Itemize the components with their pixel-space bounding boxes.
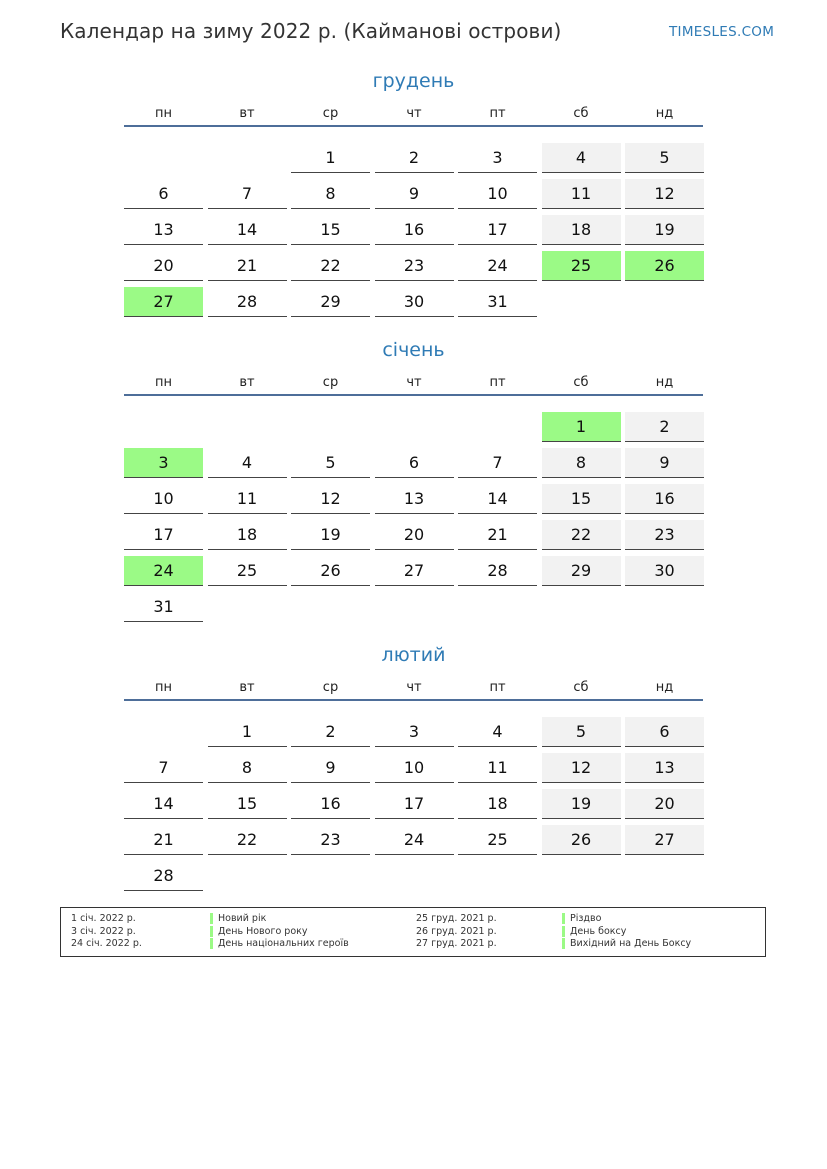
day-cell: 9: [291, 753, 370, 783]
day-cell: 10: [375, 753, 454, 783]
day-cell: 13: [625, 753, 704, 783]
day-cell: 18: [458, 789, 537, 819]
page-title: Календар на зиму 2022 р. (Кайманові острови): [60, 19, 562, 43]
legend-date: 25 груд. 2021 р.: [416, 913, 497, 924]
day-cell: 31: [124, 592, 203, 622]
brand-link[interactable]: TIMESLES.COM: [669, 24, 775, 40]
day-cell: 28: [208, 287, 287, 317]
day-cell: 7: [458, 448, 537, 478]
weekday-label: вт: [239, 375, 255, 390]
legend-holiday-name: День національних героїв: [218, 938, 349, 949]
weekday-label: нд: [655, 375, 674, 390]
weekday-label: вт: [239, 106, 255, 121]
day-cell: 9: [625, 448, 704, 478]
legend-holiday-name: Новий рік: [218, 913, 267, 924]
day-cell: 5: [625, 143, 704, 173]
month-name: січень: [382, 339, 445, 361]
day-cell: 5: [291, 448, 370, 478]
day-cell: 17: [375, 789, 454, 819]
day-cell: 24: [458, 251, 537, 281]
day-cell: 27: [124, 287, 203, 317]
day-cell: 19: [291, 520, 370, 550]
day-cell: 19: [542, 789, 621, 819]
day-cell: 15: [291, 215, 370, 245]
day-cell: 31: [458, 287, 537, 317]
day-cell: 24: [124, 556, 203, 586]
weekday-label: ср: [322, 106, 339, 121]
day-cell: 30: [625, 556, 704, 586]
month-name: лютий: [381, 644, 446, 666]
day-cell: 20: [124, 251, 203, 281]
day-cell: 3: [124, 448, 203, 478]
day-cell: 6: [124, 179, 203, 209]
legend-date: 27 груд. 2021 р.: [416, 938, 497, 949]
weekday-label: вт: [239, 680, 255, 695]
day-cell: 6: [375, 448, 454, 478]
day-cell: 18: [542, 215, 621, 245]
day-cell: 23: [375, 251, 454, 281]
day-cell: 17: [124, 520, 203, 550]
weekday-label: нд: [655, 680, 674, 695]
day-cell: 7: [208, 179, 287, 209]
day-cell: 20: [375, 520, 454, 550]
weekday-label: пн: [155, 106, 172, 121]
day-cell: 20: [625, 789, 704, 819]
day-cell: 16: [291, 789, 370, 819]
day-cell: 13: [124, 215, 203, 245]
day-cell: 11: [542, 179, 621, 209]
day-cell: 29: [291, 287, 370, 317]
day-cell: 21: [124, 825, 203, 855]
legend-date: 24 січ. 2022 р.: [71, 938, 142, 949]
day-cell: 12: [625, 179, 704, 209]
day-cell: 3: [375, 717, 454, 747]
month-name: грудень: [372, 70, 455, 92]
legend-row: [61, 937, 761, 950]
day-cell: 2: [291, 717, 370, 747]
day-cell: 11: [208, 484, 287, 514]
day-cell: 29: [542, 556, 621, 586]
weekday-label: пт: [489, 106, 506, 121]
day-cell: 16: [625, 484, 704, 514]
day-cell: 25: [542, 251, 621, 281]
day-cell: 10: [458, 179, 537, 209]
day-cell: 25: [458, 825, 537, 855]
legend-date: 26 груд. 2021 р.: [416, 925, 497, 937]
day-cell: 22: [291, 251, 370, 281]
day-cell: 12: [291, 484, 370, 514]
legend-holiday-name: Вихідний на День Боксу: [570, 938, 692, 949]
day-cell: 27: [625, 825, 704, 855]
day-cell: 28: [124, 861, 203, 891]
legend-row: [61, 925, 761, 938]
day-cell: 15: [208, 789, 287, 819]
holiday-color-marker: [562, 926, 565, 937]
day-cell: 15: [542, 484, 621, 514]
day-cell: 2: [625, 412, 704, 442]
day-cell: 8: [291, 179, 370, 209]
day-cell: 17: [458, 215, 537, 245]
day-cell: 1: [542, 412, 621, 442]
day-cell: 14: [124, 789, 203, 819]
day-cell: 23: [625, 520, 704, 550]
day-cell: 1: [208, 717, 287, 747]
day-cell: 22: [208, 825, 287, 855]
holiday-color-marker: [562, 913, 565, 924]
legend-row: [61, 912, 761, 925]
day-cell: 2: [375, 143, 454, 173]
day-cell: 3: [458, 143, 537, 173]
day-cell: 18: [208, 520, 287, 550]
weekday-label: пн: [155, 375, 172, 390]
legend-date: 3 січ. 2022 р.: [71, 925, 136, 937]
weekday-label: пн: [155, 680, 172, 695]
weekday-label: чт: [406, 106, 422, 121]
day-cell: 1: [291, 143, 370, 173]
weekday-label: пт: [489, 680, 506, 695]
day-cell: 4: [542, 143, 621, 173]
day-cell: 9: [375, 179, 454, 209]
day-cell: 14: [208, 215, 287, 245]
header-rule: [124, 125, 703, 127]
day-cell: 6: [625, 717, 704, 747]
day-cell: 4: [208, 448, 287, 478]
weekday-label: чт: [406, 375, 422, 390]
day-cell: 21: [458, 520, 537, 550]
legend-holiday-name: День боксу: [570, 925, 627, 937]
weekday-label: сб: [573, 375, 589, 390]
weekday-label: чт: [406, 680, 422, 695]
day-cell: 8: [542, 448, 621, 478]
day-cell: 28: [458, 556, 537, 586]
holiday-color-marker: [562, 938, 565, 949]
day-cell: 12: [542, 753, 621, 783]
legend-holiday-name: День Нового року: [218, 925, 308, 937]
weekday-label: ср: [322, 375, 339, 390]
weekday-label: сб: [573, 680, 589, 695]
weekday-label: сб: [573, 106, 589, 121]
header-rule: [124, 394, 703, 396]
day-cell: 7: [124, 753, 203, 783]
day-cell: 21: [208, 251, 287, 281]
day-cell: 5: [542, 717, 621, 747]
day-cell: 24: [375, 825, 454, 855]
day-cell: 22: [542, 520, 621, 550]
day-cell: 25: [208, 556, 287, 586]
day-cell: 4: [458, 717, 537, 747]
day-cell: 8: [208, 753, 287, 783]
holiday-legend: [60, 907, 766, 957]
day-cell: 23: [291, 825, 370, 855]
weekday-label: пт: [489, 375, 506, 390]
day-cell: 30: [375, 287, 454, 317]
day-cell: 16: [375, 215, 454, 245]
day-cell: 26: [291, 556, 370, 586]
weekday-label: ср: [322, 680, 339, 695]
legend-date: 1 січ. 2022 р.: [71, 913, 136, 924]
weekday-label: нд: [655, 106, 674, 121]
day-cell: 13: [375, 484, 454, 514]
day-cell: 10: [124, 484, 203, 514]
day-cell: 19: [625, 215, 704, 245]
day-cell: 26: [625, 251, 704, 281]
day-cell: 11: [458, 753, 537, 783]
day-cell: 26: [542, 825, 621, 855]
day-cell: 27: [375, 556, 454, 586]
day-cell: 14: [458, 484, 537, 514]
header-rule: [124, 699, 703, 701]
legend-holiday-name: Різдво: [570, 913, 602, 924]
